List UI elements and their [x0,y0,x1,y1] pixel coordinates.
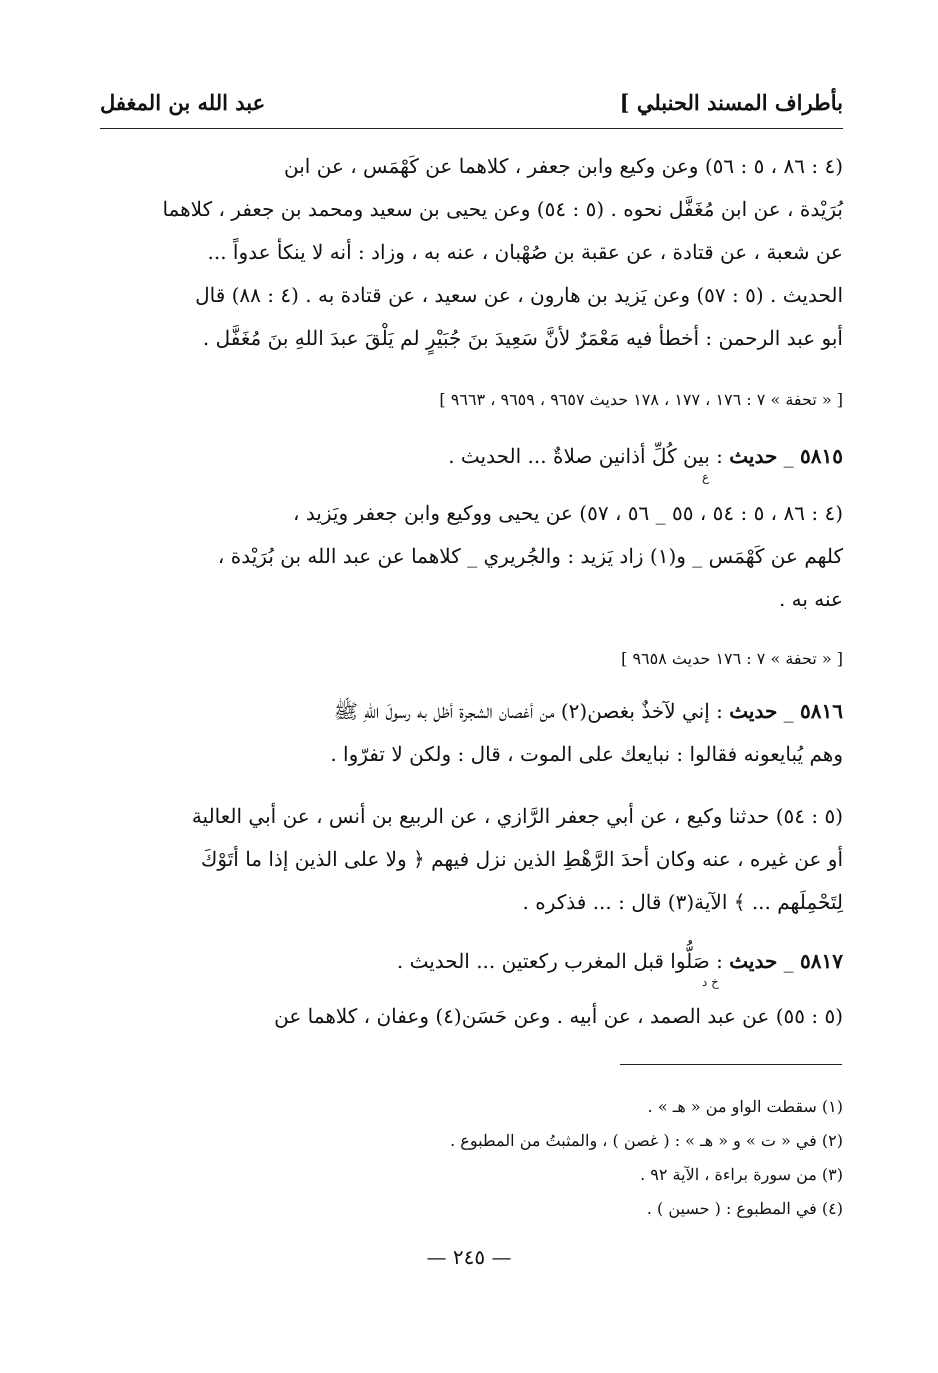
book-title: بأطراف المسند الحنبلي ] [619,90,843,115]
text-line: (٥ : ٥٥) عن عبد الصمد ، عن أبيه . وعن حَسَن(٤) وعفان ، كلاهما عن [274,1004,843,1028]
hadith-number: ٥٨١٦ [800,699,843,723]
hadith-text: : صَلُّوا قبل المغرب ركعتين ... الحديث . [396,949,730,973]
hadith-text: : إني لآخذٌ بغصن(٢) من أغصان الشجرة أظل به رسولَ اللهِ ﷺ [333,699,730,723]
text-line: عنه به . [778,587,843,611]
dash: _ [777,444,801,468]
page-header [100,90,843,130]
text-line: كلهم عن كَهْمَس _ و(١) زاد يَزيد : والجُريري _ كلاهما عن عبد الله بن بُرَيْدة ، [217,544,843,568]
dash: _ [777,699,801,723]
paragraph-3 [100,795,843,924]
source-mark: خ د [702,975,719,989]
hadith-label: حديث [729,699,778,723]
text-line: (٥ : ٥٤) حدثنا وكيع ، عن أبي جعفر الرَّازي ، عن الربيع بن أنس ، عن أبي العالية [191,804,843,828]
hadith-5815 [100,435,843,478]
text-line: وهم يُبايعونه فقالوا : نبايعك على الموت ، قال : ولكن لا تفرّوا . [330,742,843,766]
paragraph-4 [100,995,843,1038]
hadith-label: حديث [729,949,778,973]
hadith-number: ٥٨١٥ [800,444,843,468]
footnote: (٤) في المطبوع : ( حسين ) . [646,1199,843,1218]
text-line: عن شعبة ، عن قتادة ، عن عقبة بن صُهْبان ، عنه به ، وزاد : أنه لا ينكأ عدواً ... [207,240,843,264]
hadith-number: ٥٨١٧ [800,949,843,973]
text-line: بُرَيْدة ، عن ابن مُغَفَّل نحوه . (٥ : ٥٤) وعن يحيى بن سعيد ومحمد بن جعفر ، كلاهما [162,197,843,221]
header-rule [100,128,843,129]
reference-1: [ « تحفة » ٧ : ١٧٦ ، ١٧٧ ، ١٧٨ حديث ٩٦٥٧ ، ٩٦٥٩ ، ٩٦٦٣ ] [439,390,843,409]
footnote: (٣) من سورة براءة ، الآية ٩٢ . [640,1165,843,1184]
text-line: لِتَحْمِلَهم ... ﴾ الآية(٣) قال : ... فذكره . [522,890,843,914]
paragraph-2 [100,492,843,621]
footnote: (٢) في « ت » و « هـ » : ( غصن ) ، والمثبتُ من المطبوع . [450,1131,843,1150]
hadith-label: حديث [729,444,778,468]
dash: _ [777,949,801,973]
hadith-5817 [100,940,843,983]
hadith-5816 [100,690,843,776]
footnote: (١) سقطت الواو من « هـ » . [647,1097,843,1116]
text-line: (٤ : ٨٦ ، ٥ : ٥٤ ، ٥٥ _ ٥٦ ، ٥٧) عن يحيى ووكيع وابن جعفر ويَزيد ، [293,501,843,525]
page-number: — ٢٤٥ — [426,1245,512,1269]
text-line: الحديث . (٥ : ٥٧) وعن يَزيد بن هارون ، عن سعيد ، عن قتادة به . (٤ : ٨٨) قال [195,283,843,307]
hadith-text: : بين كُلِّ أذانين صلاةٌ ... الحديث . [448,444,730,468]
text-line: أو عن غيره ، عنه وكان أحدَ الرَّهْطِ الذين نزل فيهم ﴿ ولا على الذين إذا ما أتَوْكَ [200,847,843,871]
footnotes [300,1090,843,1226]
paragraph-1 [100,145,843,360]
section-title: عبد الله بن المغفل [100,90,266,115]
text-line: (٤ : ٨٦ ، ٥ : ٥٦) وعن وكيع وابن جعفر ، كلاهما عن كَهْمَس ، عن ابن [284,154,843,178]
text-line: أبو عبد الرحمن : أخطأ فيه مَعْمَرٌ لأنَّ سَعِيدَ بنَ جُبَيْرٍ لم يَلْقَ عبدَ اللهِ بنَ مُغَفَّل . [202,326,843,350]
footnote-rule [620,1064,842,1065]
source-mark: ع [702,470,710,484]
reference-2: [ « تحفة » ٧ : ١٧٦ حديث ٩٦٥٨ ] [621,649,843,668]
